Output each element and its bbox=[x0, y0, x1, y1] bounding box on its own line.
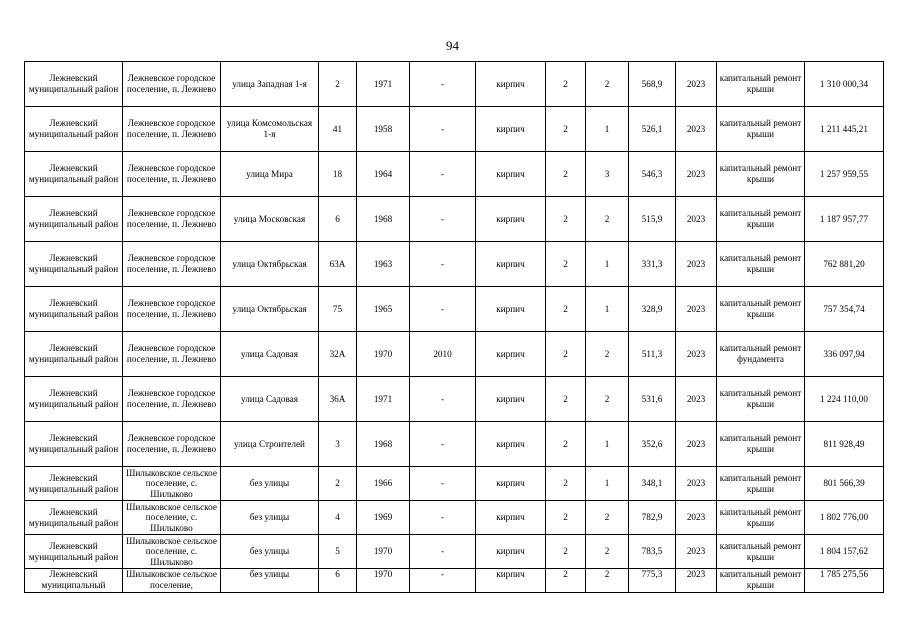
repair-type-cell: капитальный ремонт крыши bbox=[717, 107, 805, 152]
house-number-cell: 41 bbox=[319, 107, 357, 152]
entrances-cell: 2 bbox=[586, 62, 629, 107]
settlement-cell: Лежневское городское поселение, п. Лежнево bbox=[123, 152, 221, 197]
settlement-cell: Шилыковское сельское поселение, с. Шилыково bbox=[123, 467, 221, 501]
house-number-cell: 32А bbox=[319, 332, 357, 377]
table-row bbox=[25, 62, 884, 107]
area-cell: 775,3 bbox=[629, 569, 676, 593]
floors-cell: 2 bbox=[546, 197, 586, 242]
table-row bbox=[25, 377, 884, 422]
house-number-cell: 63А bbox=[319, 242, 357, 287]
area-cell: 568,9 bbox=[629, 62, 676, 107]
repair-type-cell: капитальный ремонт крыши bbox=[717, 197, 805, 242]
repair-type-cell: капитальный ремонт крыши bbox=[717, 287, 805, 332]
year-built-cell: 1968 bbox=[357, 422, 410, 467]
table-row bbox=[25, 422, 884, 467]
street-cell: улица Октябрьская bbox=[221, 287, 319, 332]
wall-material-cell: кирпич bbox=[476, 242, 546, 287]
street-cell: улица Октябрьская bbox=[221, 242, 319, 287]
municipal-district-cell: Лежневский муниципальный район bbox=[25, 535, 123, 569]
municipal-district-cell: Лежневский муниципальный район bbox=[25, 62, 123, 107]
cost-cell: 1 785 275,56 bbox=[805, 569, 884, 593]
plan-year-cell: 2023 bbox=[676, 332, 717, 377]
floors-cell: 2 bbox=[546, 422, 586, 467]
year-built-cell: 1964 bbox=[357, 152, 410, 197]
settlement-cell: Лежневское городское поселение, п. Лежнево bbox=[123, 242, 221, 287]
last-repair-year-cell: - bbox=[410, 287, 476, 332]
street-cell: улица Московская bbox=[221, 197, 319, 242]
street-cell: без улицы bbox=[221, 501, 319, 535]
wall-material-cell: кирпич bbox=[476, 467, 546, 501]
wall-material-cell: кирпич bbox=[476, 422, 546, 467]
floors-cell: 2 bbox=[546, 152, 586, 197]
house-number-cell: 36А bbox=[319, 377, 357, 422]
year-built-cell: 1966 bbox=[357, 467, 410, 501]
municipal-district-cell: Лежневский муниципальный район bbox=[25, 197, 123, 242]
area-cell: 782,9 bbox=[629, 501, 676, 535]
house-number-cell: 6 bbox=[319, 569, 357, 593]
plan-year-cell: 2023 bbox=[676, 107, 717, 152]
repair-type-cell: капитальный ремонт крыши bbox=[717, 535, 805, 569]
housing-repair-table bbox=[24, 61, 884, 593]
floors-cell: 2 bbox=[546, 332, 586, 377]
area-cell: 328,9 bbox=[629, 287, 676, 332]
settlement-cell: Лежневское городское поселение, п. Лежнево bbox=[123, 332, 221, 377]
floors-cell: 2 bbox=[546, 501, 586, 535]
wall-material-cell: кирпич bbox=[476, 197, 546, 242]
street-cell: без улицы bbox=[221, 467, 319, 501]
entrances-cell: 1 bbox=[586, 422, 629, 467]
repair-type-cell: капитальный ремонт крыши bbox=[717, 242, 805, 287]
street-cell: без улицы bbox=[221, 535, 319, 569]
cost-cell: 1 187 957,77 bbox=[805, 197, 884, 242]
repair-type-cell: капитальный ремонт крыши bbox=[717, 501, 805, 535]
entrances-cell: 2 bbox=[586, 332, 629, 377]
table-row bbox=[25, 107, 884, 152]
plan-year-cell: 2023 bbox=[676, 569, 717, 593]
house-number-cell: 3 bbox=[319, 422, 357, 467]
page-number: 94 bbox=[446, 38, 459, 53]
table-row bbox=[25, 152, 884, 197]
year-built-cell: 1968 bbox=[357, 197, 410, 242]
house-number-cell: 4 bbox=[319, 501, 357, 535]
floors-cell: 2 bbox=[546, 467, 586, 501]
table-row bbox=[25, 467, 884, 501]
last-repair-year-cell: - bbox=[410, 501, 476, 535]
cost-cell: 757 354,74 bbox=[805, 287, 884, 332]
last-repair-year-cell: - bbox=[410, 467, 476, 501]
wall-material-cell: кирпич bbox=[476, 501, 546, 535]
street-cell: улица Мира bbox=[221, 152, 319, 197]
cost-cell: 1 804 157,62 bbox=[805, 535, 884, 569]
floors-cell: 2 bbox=[546, 107, 586, 152]
table-row bbox=[25, 287, 884, 332]
municipal-district-cell: Лежневский муниципальный район bbox=[25, 501, 123, 535]
entrances-cell: 2 bbox=[586, 197, 629, 242]
plan-year-cell: 2023 bbox=[676, 242, 717, 287]
cost-cell: 801 566,39 bbox=[805, 467, 884, 501]
house-number-cell: 6 bbox=[319, 197, 357, 242]
house-number-cell: 5 bbox=[319, 535, 357, 569]
table-row bbox=[25, 242, 884, 287]
last-repair-year-cell: - bbox=[410, 152, 476, 197]
last-repair-year-cell: - bbox=[410, 107, 476, 152]
settlement-cell: Шилыковское сельское поселение, с. Шилыково bbox=[123, 535, 221, 569]
settlement-cell: Лежневское городское поселение, п. Лежнево bbox=[123, 62, 221, 107]
year-built-cell: 1958 bbox=[357, 107, 410, 152]
cost-cell: 1 802 776,00 bbox=[805, 501, 884, 535]
area-cell: 546,3 bbox=[629, 152, 676, 197]
cost-cell: 762 881,20 bbox=[805, 242, 884, 287]
table-row bbox=[25, 535, 884, 569]
municipal-district-cell: Лежневский муниципальный район bbox=[25, 152, 123, 197]
cost-cell: 1 224 110,00 bbox=[805, 377, 884, 422]
wall-material-cell: кирпич bbox=[476, 107, 546, 152]
plan-year-cell: 2023 bbox=[676, 152, 717, 197]
entrances-cell: 3 bbox=[586, 152, 629, 197]
area-cell: 783,5 bbox=[629, 535, 676, 569]
municipal-district-cell: Лежневский муниципальный район bbox=[25, 242, 123, 287]
street-cell: улица Комсомольская 1-я bbox=[221, 107, 319, 152]
municipal-district-cell: Лежневский муниципальный район bbox=[25, 377, 123, 422]
settlement-cell: Шилыковское сельское поселение, с. Шилыково bbox=[123, 501, 221, 535]
year-built-cell: 1970 bbox=[357, 332, 410, 377]
entrances-cell: 1 bbox=[586, 467, 629, 501]
year-built-cell: 1963 bbox=[357, 242, 410, 287]
table-row bbox=[25, 501, 884, 535]
settlement-cell: Лежневское городское поселение, п. Лежнево bbox=[123, 107, 221, 152]
municipal-district-cell: Лежневский муниципальный bbox=[25, 569, 123, 593]
municipal-district-cell: Лежневский муниципальный район bbox=[25, 332, 123, 377]
repair-type-cell: капитальный ремонт крыши bbox=[717, 152, 805, 197]
floors-cell: 2 bbox=[546, 377, 586, 422]
year-built-cell: 1969 bbox=[357, 501, 410, 535]
repair-type-cell: капитальный ремонт крыши bbox=[717, 569, 805, 593]
floors-cell: 2 bbox=[546, 62, 586, 107]
municipal-district-cell: Лежневский муниципальный район bbox=[25, 467, 123, 501]
house-number-cell: 75 bbox=[319, 287, 357, 332]
area-cell: 526,1 bbox=[629, 107, 676, 152]
entrances-cell: 2 bbox=[586, 377, 629, 422]
wall-material-cell: кирпич bbox=[476, 332, 546, 377]
repair-type-cell: капитальный ремонт фундамента bbox=[717, 332, 805, 377]
entrances-cell: 1 bbox=[586, 242, 629, 287]
year-built-cell: 1971 bbox=[357, 377, 410, 422]
street-cell: улица Строителей bbox=[221, 422, 319, 467]
repair-type-cell: капитальный ремонт крыши bbox=[717, 62, 805, 107]
floors-cell: 2 bbox=[546, 535, 586, 569]
plan-year-cell: 2023 bbox=[676, 501, 717, 535]
street-cell: без улицы bbox=[221, 569, 319, 593]
entrances-cell: 2 bbox=[586, 535, 629, 569]
settlement-cell: Шилыковское сельское поселение, bbox=[123, 569, 221, 593]
wall-material-cell: кирпич bbox=[476, 569, 546, 593]
municipal-district-cell: Лежневский муниципальный район bbox=[25, 422, 123, 467]
cost-cell: 811 928,49 bbox=[805, 422, 884, 467]
last-repair-year-cell: 2010 bbox=[410, 332, 476, 377]
entrances-cell: 1 bbox=[586, 287, 629, 332]
table-row bbox=[25, 332, 884, 377]
area-cell: 352,6 bbox=[629, 422, 676, 467]
cost-cell: 1 257 959,55 bbox=[805, 152, 884, 197]
year-built-cell: 1971 bbox=[357, 62, 410, 107]
settlement-cell: Лежневское городское поселение, п. Лежнево bbox=[123, 377, 221, 422]
plan-year-cell: 2023 bbox=[676, 287, 717, 332]
plan-year-cell: 2023 bbox=[676, 535, 717, 569]
year-built-cell: 1970 bbox=[357, 569, 410, 593]
floors-cell: 2 bbox=[546, 242, 586, 287]
municipal-district-cell: Лежневский муниципальный район bbox=[25, 287, 123, 332]
entrances-cell: 2 bbox=[586, 569, 629, 593]
last-repair-year-cell: - bbox=[410, 62, 476, 107]
cost-cell: 336 097,94 bbox=[805, 332, 884, 377]
plan-year-cell: 2023 bbox=[676, 62, 717, 107]
repair-type-cell: капитальный ремонт крыши bbox=[717, 377, 805, 422]
plan-year-cell: 2023 bbox=[676, 467, 717, 501]
area-cell: 348,1 bbox=[629, 467, 676, 501]
floors-cell: 2 bbox=[546, 287, 586, 332]
last-repair-year-cell: - bbox=[410, 535, 476, 569]
cost-cell: 1 211 445,21 bbox=[805, 107, 884, 152]
wall-material-cell: кирпич bbox=[476, 152, 546, 197]
table-row bbox=[25, 569, 884, 593]
house-number-cell: 2 bbox=[319, 467, 357, 501]
last-repair-year-cell: - bbox=[410, 197, 476, 242]
entrances-cell: 1 bbox=[586, 107, 629, 152]
floors-cell: 2 bbox=[546, 569, 586, 593]
repair-type-cell: капитальный ремонт крыши bbox=[717, 422, 805, 467]
settlement-cell: Лежневское городское поселение, п. Лежнево bbox=[123, 422, 221, 467]
settlement-cell: Лежневское городское поселение, п. Лежнево bbox=[123, 287, 221, 332]
street-cell: улица Западная 1-я bbox=[221, 62, 319, 107]
table-row bbox=[25, 197, 884, 242]
area-cell: 511,3 bbox=[629, 332, 676, 377]
area-cell: 531,6 bbox=[629, 377, 676, 422]
area-cell: 331,3 bbox=[629, 242, 676, 287]
year-built-cell: 1965 bbox=[357, 287, 410, 332]
area-cell: 515,9 bbox=[629, 197, 676, 242]
last-repair-year-cell: - bbox=[410, 569, 476, 593]
street-cell: улица Садовая bbox=[221, 332, 319, 377]
plan-year-cell: 2023 bbox=[676, 422, 717, 467]
plan-year-cell: 2023 bbox=[676, 197, 717, 242]
last-repair-year-cell: - bbox=[410, 422, 476, 467]
wall-material-cell: кирпич bbox=[476, 62, 546, 107]
repair-type-cell: капитальный ремонт крыши bbox=[717, 467, 805, 501]
house-number-cell: 18 bbox=[319, 152, 357, 197]
wall-material-cell: кирпич bbox=[476, 535, 546, 569]
cost-cell: 1 310 000,34 bbox=[805, 62, 884, 107]
last-repair-year-cell: - bbox=[410, 242, 476, 287]
wall-material-cell: кирпич bbox=[476, 377, 546, 422]
year-built-cell: 1970 bbox=[357, 535, 410, 569]
municipal-district-cell: Лежневский муниципальный район bbox=[25, 107, 123, 152]
street-cell: улица Садовая bbox=[221, 377, 319, 422]
settlement-cell: Лежневское городское поселение, п. Лежнево bbox=[123, 197, 221, 242]
last-repair-year-cell: - bbox=[410, 377, 476, 422]
entrances-cell: 2 bbox=[586, 501, 629, 535]
wall-material-cell: кирпич bbox=[476, 287, 546, 332]
house-number-cell: 2 bbox=[319, 62, 357, 107]
plan-year-cell: 2023 bbox=[676, 377, 717, 422]
